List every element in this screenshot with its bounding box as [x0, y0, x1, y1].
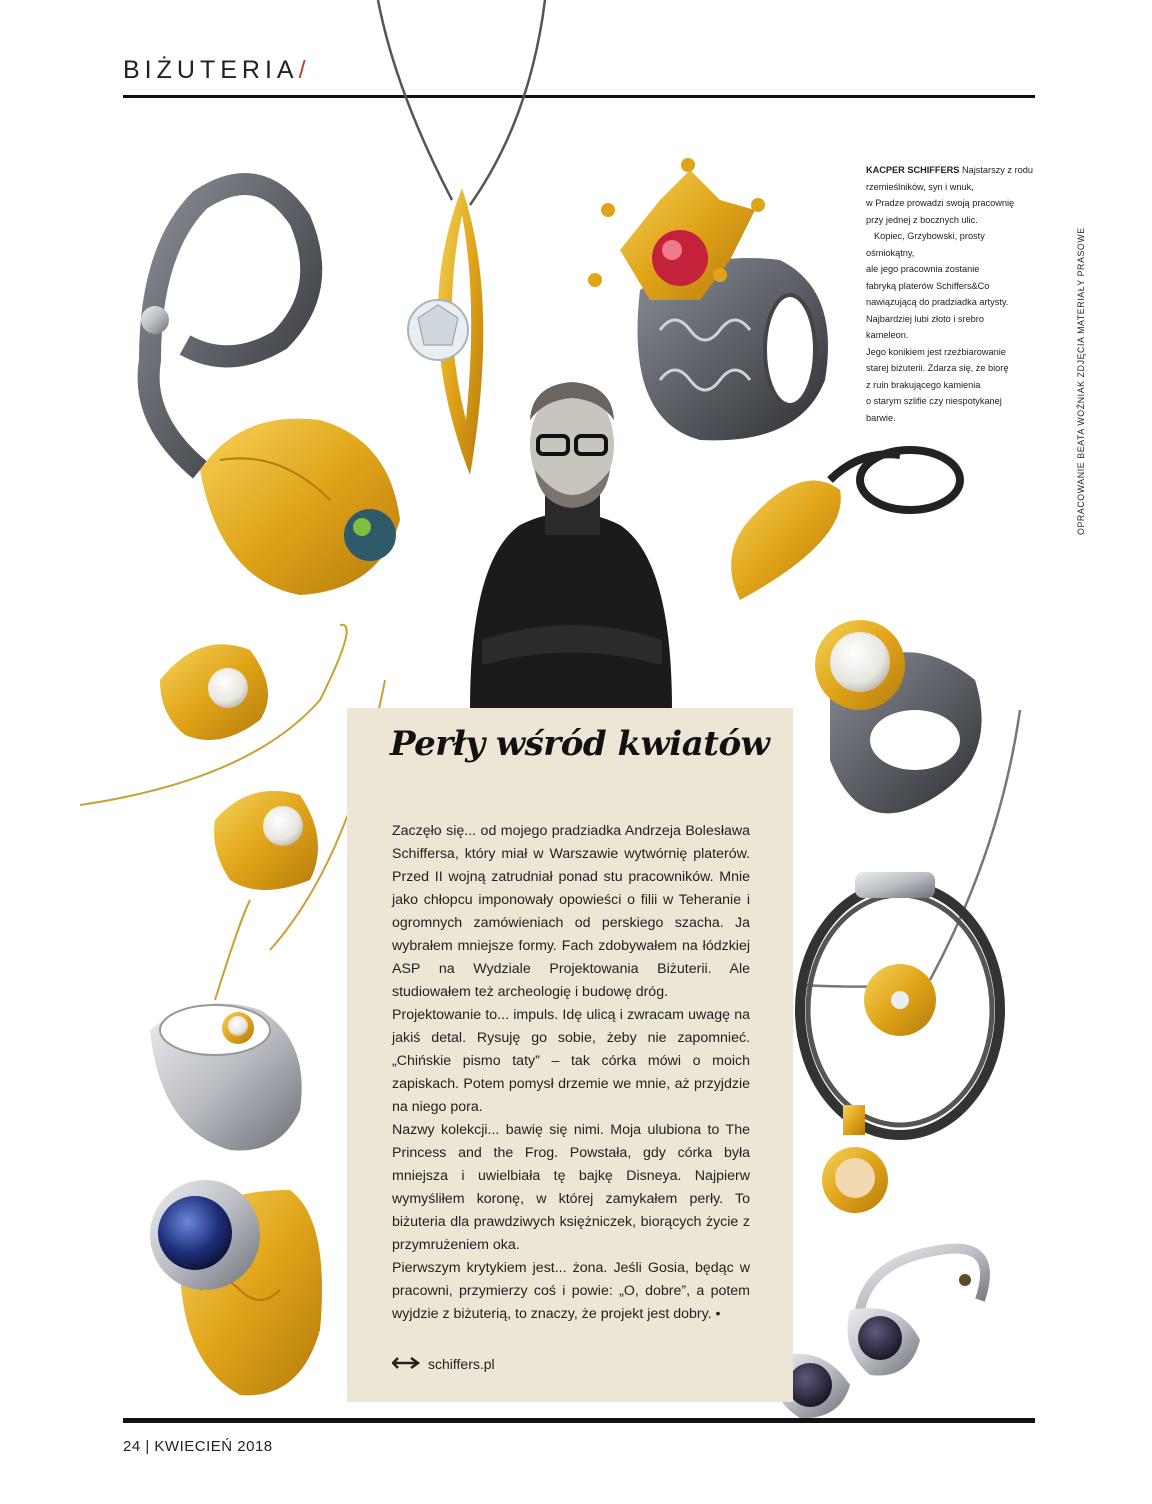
caption-line: barwie. — [866, 412, 896, 423]
arrow-icon — [392, 1356, 420, 1372]
pearl-earrings — [80, 625, 385, 950]
caption-line: z ruin brakującego kamienia — [866, 379, 981, 390]
photo-credit — [1064, 165, 1086, 535]
caption-line: Najstarszy z rodu rzemieślników, syn i wnuk, — [866, 165, 1033, 192]
caption-line: starej biżuterii. Zdarza się, że biorę — [866, 363, 1009, 373]
caption-name: KACPER SCHIFFERS — [866, 165, 960, 175]
section-title: BIŻUTERIA — [123, 56, 299, 84]
website-url[interactable]: schiffers.pl — [428, 1356, 495, 1372]
caption-line: w Pradze prowadzi swoją pracownię — [866, 198, 1015, 208]
caption-line: fabryką platerów Schiffers&Co — [866, 280, 990, 291]
article-box — [347, 708, 793, 1402]
caption-line: przy jednej z bocznych ulic. — [866, 214, 978, 225]
article-paragraph: Zaczęło się... od mojego pradziadka Andrzeja Bolesława Schiffersa, który miał w Warszawie wytwórnię platerów. Przed II wojną zatrudniał ponad stu pracowników. Mnie jako chłopcu imponowały opowieści o filii w Teheranie i ogromnych zamówieniach od perskiego szacha. Ja wybrałem mniejsze formy. Fach zdobywałem na łódzkiej ASP na Wydziale Projektowania Biżuterii. Ale studiowałem też archeologię i budowę dróg. — [392, 823, 750, 1000]
article-body — [392, 820, 750, 1326]
article-paragraph: Pierwszym krytykiem jest... żona. Jeśli Gosia, będąc w pracowni, przymierzy coś i powie: „O, dobre”, a potem wyjdzie z biżuterią, to znaczy, że projekt jest dobry. • — [392, 1260, 750, 1322]
pearl-ring-right — [815, 620, 982, 813]
caption-line: nawiązującą do pradziadka artysty. — [866, 297, 1009, 307]
caption-line: ale jego pracownia zostanie — [866, 264, 980, 274]
article-paragraph: Projektowanie to... impuls. Idę ulicą i zwracam uwagę na jakiś detal. Rysuję go sobie, żeby nie zapomnieć. „Chińskie pismo taty” – tak córka mówi o moich zapiskach. Potem pomysł drzemie we mnie, aż przyjdzie na niego pora. — [392, 1007, 750, 1115]
designer-caption — [866, 162, 1034, 426]
article-paragraph: Nazwy kolekcji... bawię się nimi. Moja ulubiona to The Princess and the Frog. Powstała, gdy córka była mniejsza i uwielbiała tę bajkę Disneya. Najpierw wymyśliłem koronę, w której zamykałem perły. To biżuteria dla prawdziwych księżniczek, biorących życie z przymrużeniem oka. — [392, 1122, 750, 1253]
caption-line: kameleon. — [866, 330, 909, 340]
page-footer: 24 | KWIECIEŃ 2018 — [123, 1438, 273, 1455]
caption-line: Jego konikiem jest rzeźbiarowanie — [866, 346, 1006, 357]
pendant-necklace — [378, 0, 545, 475]
caption-line: Kopiec, Grzybowski, prosty ośmiokątny, — [866, 231, 985, 258]
section-slash: / — [298, 56, 306, 84]
article-title: Perły wśród kwiatów — [390, 724, 770, 764]
caption-line: Najbardziej lubi złoto i srebro — [866, 313, 984, 324]
caption-line: o starym szlifie czy niespotykanej — [866, 396, 1002, 406]
bullet-ring — [731, 450, 960, 600]
silver-cuff-ring — [150, 900, 302, 1151]
dark-pearl-earrings — [770, 1249, 985, 1419]
website-link[interactable] — [392, 1356, 495, 1372]
blue-pearl-ring — [150, 1180, 322, 1395]
designer-portrait — [470, 382, 672, 710]
bottom-rule — [123, 1418, 1035, 1423]
credit-text: OPRACOWANIE BEATA WOŹNIAK ZDJĘCIA MATERIAŁY PRASOWE — [1076, 227, 1086, 535]
tulip-swirl-ring — [141, 184, 400, 595]
crown-ring — [588, 158, 828, 440]
